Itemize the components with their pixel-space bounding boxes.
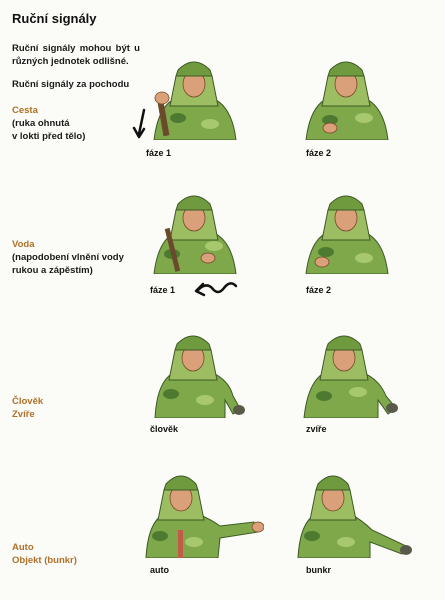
label-auto-heading: Auto xyxy=(12,542,34,553)
label-cesta-desc-2: v lokti před tělo) xyxy=(12,131,86,142)
caption-cesta-phase2: fáze 2 xyxy=(306,148,332,158)
soldier-figure-cesta-phase1 xyxy=(148,48,240,140)
wave-arrow-icon xyxy=(190,280,238,300)
caption-auto: auto xyxy=(150,565,169,575)
label-cesta-heading: Cesta xyxy=(12,105,38,116)
label-clovek-zvire xyxy=(12,395,43,421)
label-cesta xyxy=(12,104,85,143)
label-zvire-heading: Zvíře xyxy=(12,409,35,420)
label-voda xyxy=(12,238,124,277)
label-voda-desc-1: (napodobení vlnění vody xyxy=(12,252,124,263)
section-subheading: Ruční signály za pochodu xyxy=(12,79,130,90)
label-auto-objekt xyxy=(12,541,77,567)
caption-bunkr: bunkr xyxy=(306,565,332,575)
label-voda-heading: Voda xyxy=(12,239,35,250)
page-title: Ruční signály xyxy=(12,11,97,26)
soldier-figure-cesta-phase2 xyxy=(300,48,392,140)
soldier-figure-clovek xyxy=(145,322,237,414)
soldier-figure-voda-phase1 xyxy=(148,182,240,274)
soldier-figure-voda-phase2 xyxy=(300,182,392,274)
caption-cesta-phase1: fáze 1 xyxy=(146,148,172,158)
caption-voda-phase1: fáze 1 xyxy=(150,285,176,295)
label-clovek-heading: Člověk xyxy=(12,396,44,407)
caption-clovek: člověk xyxy=(150,424,179,434)
soldier-figure-zvire xyxy=(300,322,392,414)
caption-voda-phase2: fáze 2 xyxy=(306,285,332,295)
label-cesta-desc-1: (ruka ohnutá xyxy=(12,118,70,129)
label-objekt-heading: Objekt (bunkr) xyxy=(12,555,77,566)
caption-zvire: zvíře xyxy=(306,424,327,434)
label-voda-desc-2: rukou a zápěstím) xyxy=(12,265,93,276)
intro-text: Ruční signály mohou být u různých jednotek odlišné. xyxy=(12,43,140,67)
soldier-figure-bunkr xyxy=(290,460,382,552)
soldier-figure-auto xyxy=(140,460,232,552)
